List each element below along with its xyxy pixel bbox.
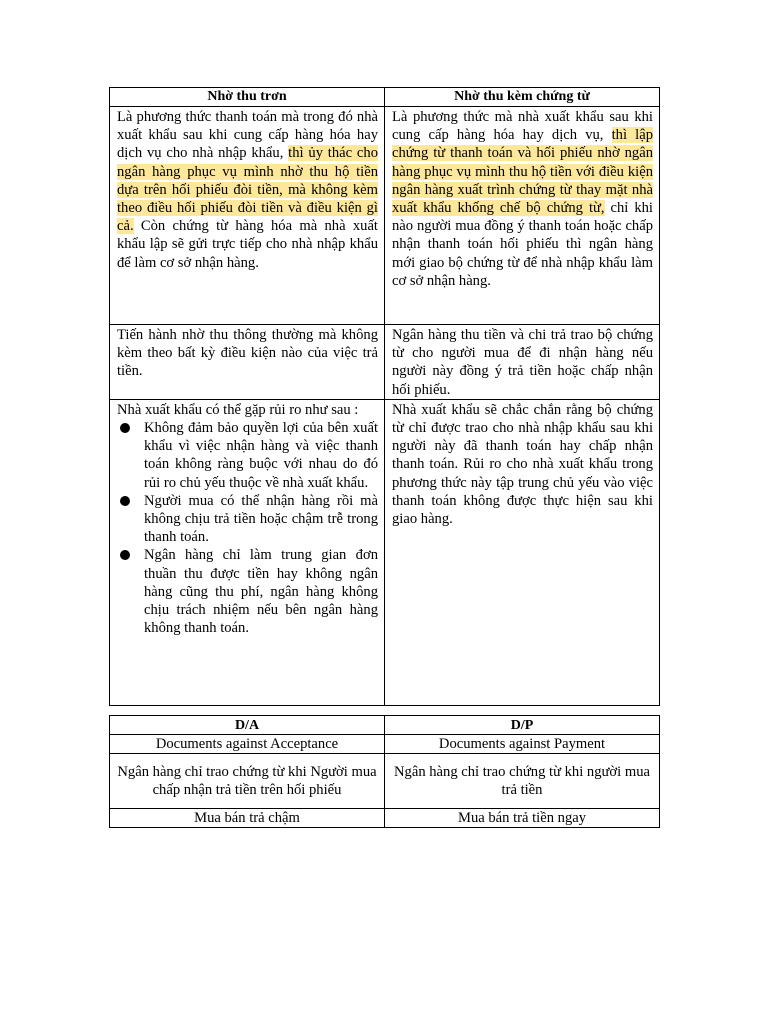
risk-bullet-list <box>117 419 378 637</box>
text-run: Là phương thức mà nhà xuất khẩu sau khi cung cấp hàng hóa hay dịch vụ, <box>392 109 653 144</box>
procedure-paragraph: Ngân hàng thu tiền và chi trả trao bộ chứng từ cho người mua để đi nhận hàng nếu người này đồng ý trả tiền hoặc chấp nhận hối phiếu. <box>392 327 653 398</box>
table-row <box>110 754 660 809</box>
list-item <box>117 492 378 547</box>
definition-paragraph <box>117 108 378 272</box>
cell-risk-documentary <box>385 399 660 705</box>
text-run: Còn chứng từ hàng hóa mà nhà xuất khẩu lập sẽ gửi trực tiếp cho nhà nhập khẩu để làm cơ sở nhận hàng. <box>117 218 378 271</box>
comparison-table-da-dp <box>109 715 660 828</box>
text-run: chỉ khi nào người mua đồng ý thanh toán hoặc chấp nhận thanh toán hối phiếu thì ngân hàng mới giao bộ chứng từ để nhà nhập khẩu làm cơ sở nhận hàng. <box>392 200 653 289</box>
bullet-icon <box>120 496 130 506</box>
text-run: Là phương thức thanh toán mà trong đó nhà xuất khẩu sau khi cung cấp hàng hóa hay dịch vụ cho nhà nhập khẩu, <box>117 109 378 162</box>
table-cell: Mua bán trả chậm <box>110 809 385 828</box>
header-dp: D/P <box>385 716 660 735</box>
highlighted-text: thì ủy thác cho ngân hàng phục vụ mình nhờ thu hộ tiền dựa trên hối phiếu đòi tiền, mà không kèm theo điều hối phiếu đòi tiền và điều kiện gì cả. <box>117 145 379 235</box>
table-header-row <box>110 88 660 107</box>
table-row <box>110 735 660 754</box>
cell-procedure-documentary <box>385 325 660 400</box>
header-documentary-collection: Nhờ thu kèm chứng từ <box>385 88 660 107</box>
table-cell: Documents against Payment <box>385 735 660 754</box>
risk-intro: Nhà xuất khẩu có thể gặp rủi ro như sau : <box>117 401 359 418</box>
bullet-icon <box>120 423 130 433</box>
cell-definition-documentary <box>385 107 660 325</box>
definition-paragraph <box>392 108 653 290</box>
bullet-icon <box>120 550 130 560</box>
comparison-table-collection-methods <box>109 87 660 706</box>
cell-risk-clean <box>110 399 385 705</box>
header-da: D/A <box>110 716 385 735</box>
cell-procedure-clean <box>110 325 385 400</box>
highlighted-text: thì lập chứng từ thanh toán và hối phiếu nhờ ngân hàng phục vụ mình thu hộ tiền với điều kiện ngân hàng xuất trình chứng từ thay mặt nhà xuất khẩu khống chế bộ chứng từ, <box>392 127 653 217</box>
table-header-row <box>110 716 660 735</box>
list-item <box>117 546 378 637</box>
procedure-paragraph: Tiến hành nhờ thu thông thường mà không kèm theo bất kỳ điều kiện nào của việc trả tiền. <box>117 327 378 380</box>
list-item <box>117 419 378 492</box>
table-cell: Mua bán trả tiền ngay <box>385 809 660 828</box>
table-row <box>110 325 660 400</box>
table-row <box>110 399 660 705</box>
risk-paragraph: Nhà xuất khẩu sẽ chắc chắn rằng bộ chứng từ chỉ được trao cho nhà nhập khẩu sau khi người này đã thanh toán hay chấp nhận thanh toán. Rủi ro cho nhà xuất khẩu trong phương thức này tập trung chủ yếu vào việc thanh toán không được thực hiện sau khi giao hàng. <box>392 401 653 528</box>
bullet-text: Không đảm bảo quyền lợi của bên xuất khẩu vì việc nhận hàng và việc thanh toán không ràng buộc với nhau do đó rủi ro chủ yếu thuộc về nhà xuất khẩu. <box>144 420 378 491</box>
table-cell: Ngân hàng chỉ trao chứng từ khi người mua trả tiền <box>385 754 660 809</box>
cell-definition-clean <box>110 107 385 325</box>
bullet-text: Người mua có thể nhận hàng rồi mà không chịu trả tiền hoặc chậm trễ trong thanh toán. <box>144 492 378 546</box>
table-cell: Ngân hàng chỉ trao chứng từ khi Người mua chấp nhận trả tiền trên hối phiếu <box>110 754 385 809</box>
header-clean-collection: Nhờ thu trơn <box>110 88 385 107</box>
table-cell: Documents against Acceptance <box>110 735 385 754</box>
table-row <box>110 107 660 325</box>
bullet-text: Ngân hàng chỉ làm trung gian đơn thuần thu được tiền hay không ngân hàng cũng thu phí, ngân hàng không chịu trách nhiệm nếu bên ngân hàng không thanh toán. <box>144 547 378 637</box>
table-row <box>110 809 660 828</box>
